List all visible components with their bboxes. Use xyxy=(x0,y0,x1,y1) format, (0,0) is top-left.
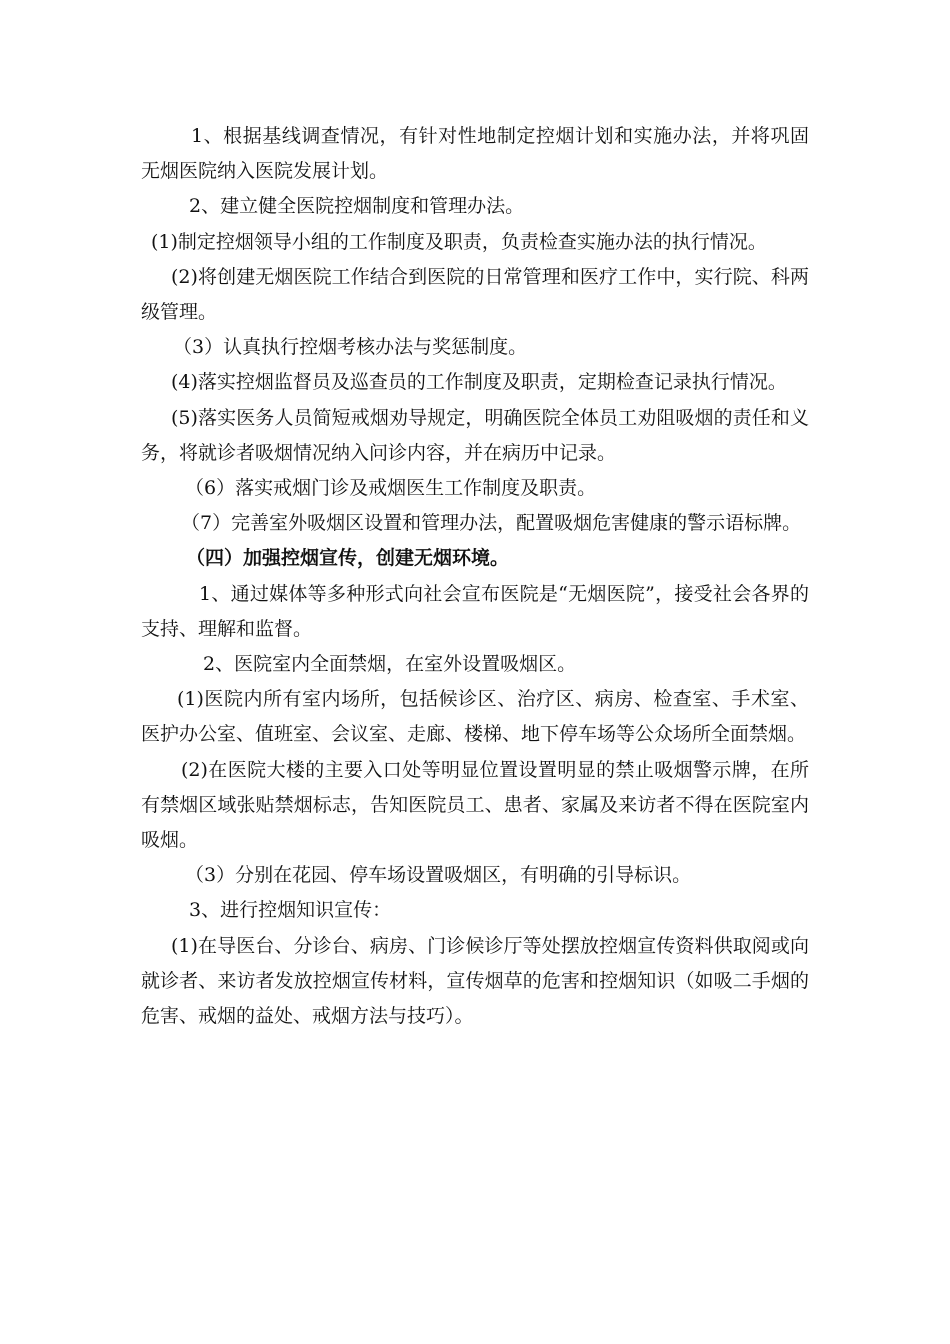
paragraph-ban-item-3: （3）分别在花园、停车场设置吸烟区，有明确的引导标识。 xyxy=(185,864,692,887)
paragraph-indoor-ban: 2、医院室内全面禁烟，在室外设置吸烟区。 xyxy=(203,653,577,676)
paragraph-item-7: （7）完善室外吸烟区设置和管理办法，配置吸烟危害健康的警示语标牌。 xyxy=(181,512,802,535)
paragraph-item-3: （3）认真执行控烟考核办法与奖惩制度。 xyxy=(173,336,528,359)
paragraph-item-5: (5)落实医务人员简短戒烟劝导规定，明确医院全体员工劝阻吸烟的责任和义务，将就诊者吸烟情况纳入问诊内容，并在病历中记录。 xyxy=(141,406,809,464)
paragraph-item-2: (2)将创建无烟医院工作结合到医院的日常管理和医疗工作中，实行院、科两级管理。 xyxy=(141,265,809,324)
paragraph-item-1: (1)制定控烟领导小组的工作制度及职责，负责检查实施办法的执行情况。 xyxy=(151,230,767,253)
paragraph-publicity: 1、通过媒体等多种形式向社会宣布医院是“无烟医院”，接受社会各界的支持、理解和监督。 xyxy=(141,582,809,640)
document-body xyxy=(141,119,809,1034)
paragraph-ban-item-2: (2)在医院大楼的主要入口处等明显位置设置明显的禁止吸烟警示牌，在所有禁烟区域张贴禁烟标志，告知医院员工、患者、家属及来访者不得在医院室内吸烟。 xyxy=(141,758,809,852)
paragraph-plan: 1、根据基线调查情况，有针对性地制定控烟计划和实施办法，并将巩固无烟医院纳入医院发展计划。 xyxy=(141,125,809,183)
paragraph-knowledge: 3、进行控烟知识宣传： xyxy=(189,899,392,922)
section-heading: （四）加强控烟宣传，创建无烟环境。 xyxy=(186,547,510,570)
paragraph-knowledge-item-1: (1)在导医台、分诊台、病房、门诊候诊厅等处摆放控烟宣传资料供取阅或向就诊者、来访者发放控烟宣传材料，宣传烟草的危害和控烟知识（如吸二手烟的危害、戒烟的益处、戒烟方法与技巧）。 xyxy=(141,934,809,1028)
paragraph-item-6: （6）落实戒烟门诊及戒烟医生工作制度及职责。 xyxy=(185,477,597,500)
paragraph-system: 2、建立健全医院控烟制度和管理办法。 xyxy=(189,195,525,218)
paragraph-ban-item-1: (1)医院内所有室内场所，包括候诊区、治疗区、病房、检查室、手术室、医护办公室、值班室、会议室、走廊、楼梯、地下停车场等公众场所全面禁烟。 xyxy=(141,688,809,746)
paragraph-item-4: (4)落实控烟监督员及巡查员的工作制度及职责，定期检查记录执行情况。 xyxy=(171,371,787,394)
